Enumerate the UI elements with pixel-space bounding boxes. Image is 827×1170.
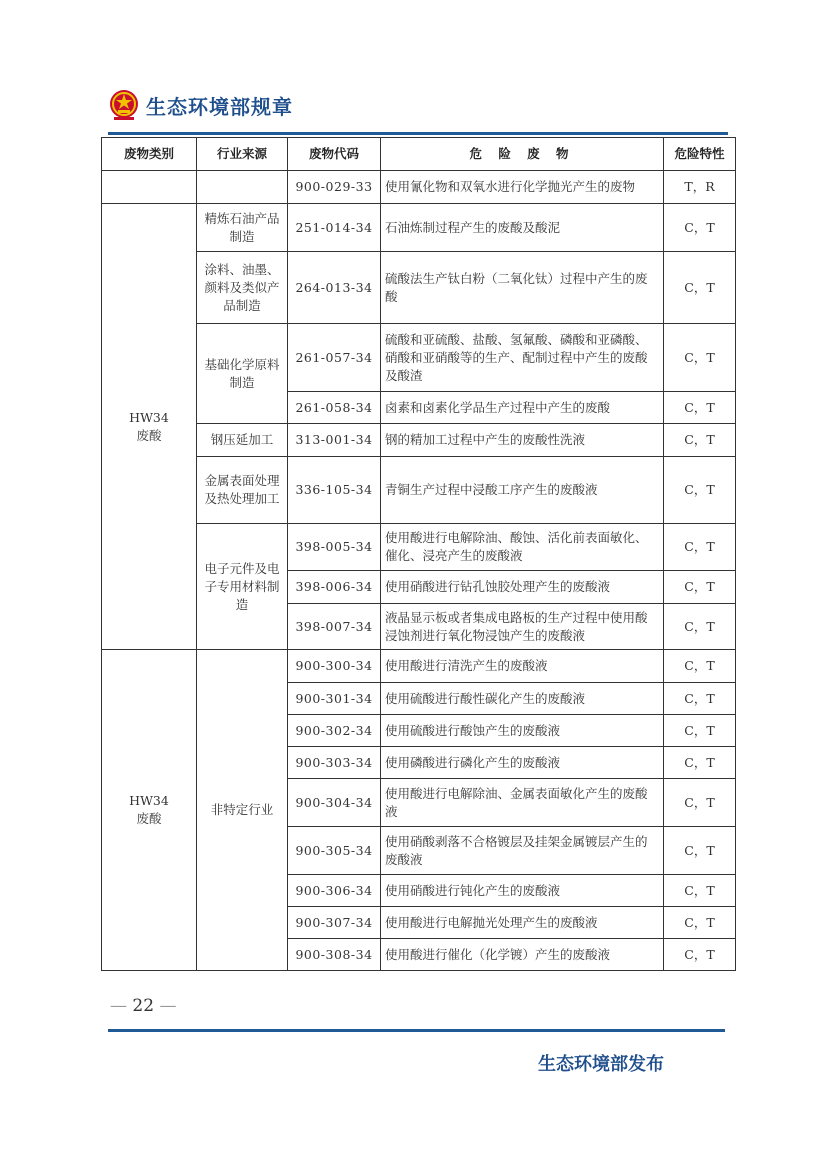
column-header-waste: 危 险 废 物 (381, 138, 664, 171)
category-label: HW34 废酸 (129, 793, 169, 826)
hazardous-waste-table (101, 137, 736, 971)
table-row (102, 524, 736, 571)
waste-category-hw34-a (102, 204, 197, 650)
waste-description: 使用氰化物和双氧水进行化学抛光产生的废物 (381, 171, 664, 204)
waste-description: 石油炼制过程产生的废酸及酸泥 (381, 204, 664, 252)
footer-publisher: 生态环境部发布 (538, 1054, 664, 1075)
waste-description: 使用硫酸进行酸性碳化产生的废酸液 (381, 683, 664, 715)
industry-source: 精炼石油产品制造 (197, 204, 288, 252)
waste-description: 使用硝酸进行钻孔蚀胶处理产生的废酸液 (381, 571, 664, 604)
hazard-characteristic: C，T (664, 392, 736, 424)
table-row (102, 457, 736, 524)
industry-source: 电子元件及电子专用材料制造 (197, 524, 288, 650)
waste-description: 使用硝酸剥落不合格镀层及挂架金属镀层产生的废酸液 (381, 827, 664, 875)
waste-code: 251-014-34 (288, 204, 381, 252)
column-header-code: 废物代码 (288, 138, 381, 171)
industry-source: 涂料、油墨、颜料及类似产品制造 (197, 252, 288, 324)
column-header-characteristic: 危险特性 (664, 138, 736, 171)
waste-code: 900-307-34 (288, 907, 381, 939)
waste-code: 900-306-34 (288, 875, 381, 907)
waste-description: 使用酸进行催化（化学镀）产生的废酸液 (381, 939, 664, 971)
industry-source: 非特定行业 (197, 650, 288, 971)
hazard-characteristic: C，T (664, 779, 736, 827)
header-title: 生态环境部规章 (146, 94, 293, 119)
waste-description: 硫酸法生产钛白粉（二氧化钛）过程中产生的废酸 (381, 252, 664, 324)
waste-code: 313-001-34 (288, 424, 381, 457)
waste-code: 398-007-34 (288, 604, 381, 650)
page-number (110, 996, 176, 1016)
waste-description: 硫酸和亚硫酸、盐酸、氢氟酸、磷酸和亚磷酸、硝酸和亚硝酸等的生产、配制过程中产生的废酸及酸渣 (381, 324, 664, 392)
hazard-characteristic: C，T (664, 604, 736, 650)
industry-source: 基础化学原料制造 (197, 324, 288, 424)
page-number-dash-left: — (110, 996, 127, 1016)
hazard-characteristic: C，T (664, 715, 736, 747)
hazard-characteristic: C，T (664, 204, 736, 252)
category-label: HW34 废酸 (129, 409, 169, 443)
waste-code: 900-303-34 (288, 747, 381, 779)
waste-description: 使用硫酸进行酸蚀产生的废酸液 (381, 715, 664, 747)
waste-code: 398-006-34 (288, 571, 381, 604)
page-header (108, 88, 293, 122)
category-cell-empty (102, 171, 197, 204)
waste-code: 264-013-34 (288, 252, 381, 324)
waste-description: 液晶显示板或者集成电路板的生产过程中使用酸浸蚀剂进行氧化物浸蚀产生的废酸液 (381, 604, 664, 650)
table-row (102, 324, 736, 392)
hazard-characteristic: C，T (664, 827, 736, 875)
waste-description: 使用酸进行清洗产生的废酸液 (381, 650, 664, 683)
column-header-category: 废物类别 (102, 138, 197, 171)
hazard-characteristic: C，T (664, 571, 736, 604)
waste-description: 钢的精加工过程中产生的废酸性洗液 (381, 424, 664, 457)
hazard-characteristic: C，T (664, 424, 736, 457)
hazard-characteristic: C，T (664, 747, 736, 779)
waste-code: 261-057-34 (288, 324, 381, 392)
waste-description: 青铜生产过程中浸酸工序产生的废酸液 (381, 457, 664, 524)
waste-description: 使用酸进行电解除油、金属表面敏化产生的废酸液 (381, 779, 664, 827)
waste-code: 900-302-34 (288, 715, 381, 747)
waste-description: 卤素和卤素化学品生产过程中产生的废酸 (381, 392, 664, 424)
waste-code: 900-305-34 (288, 827, 381, 875)
waste-code: 398-005-34 (288, 524, 381, 571)
hazard-characteristic: C，T (664, 875, 736, 907)
hazard-characteristic: T，R (664, 171, 736, 204)
waste-code: 900-308-34 (288, 939, 381, 971)
table-header-row (102, 138, 736, 171)
waste-code: 900-029-33 (288, 171, 381, 204)
hazard-characteristic: C，T (664, 324, 736, 392)
industry-source: 金属表面处理及热处理加工 (197, 457, 288, 524)
table-row (102, 204, 736, 252)
column-header-source: 行业来源 (197, 138, 288, 171)
footer-divider (108, 1029, 725, 1032)
waste-description: 使用酸进行电解抛光处理产生的废酸液 (381, 907, 664, 939)
table-row (102, 252, 736, 324)
hazard-characteristic: C，T (664, 683, 736, 715)
waste-code: 336-105-34 (288, 457, 381, 524)
waste-description: 使用硝酸进行钝化产生的废酸液 (381, 875, 664, 907)
waste-category-hw34-b (102, 650, 197, 971)
hazard-characteristic: C，T (664, 907, 736, 939)
table-row (102, 650, 736, 683)
page-number-dash-right: — (159, 996, 177, 1016)
table-row (102, 171, 736, 204)
header-divider (108, 132, 728, 135)
waste-description: 使用酸进行电解除油、酸蚀、活化前表面敏化、催化、浸亮产生的废酸液 (381, 524, 664, 571)
source-cell-empty (197, 171, 288, 204)
hazard-characteristic: C，T (664, 524, 736, 571)
waste-description: 使用磷酸进行磷化产生的废酸液 (381, 747, 664, 779)
hazard-characteristic: C，T (664, 457, 736, 524)
industry-source: 钢压延加工 (197, 424, 288, 457)
table-row (102, 424, 736, 457)
waste-code: 261-058-34 (288, 392, 381, 424)
hazard-characteristic: C，T (664, 939, 736, 971)
hazard-characteristic: C，T (664, 252, 736, 324)
waste-code: 900-301-34 (288, 683, 381, 715)
page-number-value: 22 (132, 996, 155, 1016)
waste-code: 900-304-34 (288, 779, 381, 827)
national-emblem-icon (108, 88, 140, 122)
hazard-characteristic: C，T (664, 650, 736, 683)
waste-code: 900-300-34 (288, 650, 381, 683)
